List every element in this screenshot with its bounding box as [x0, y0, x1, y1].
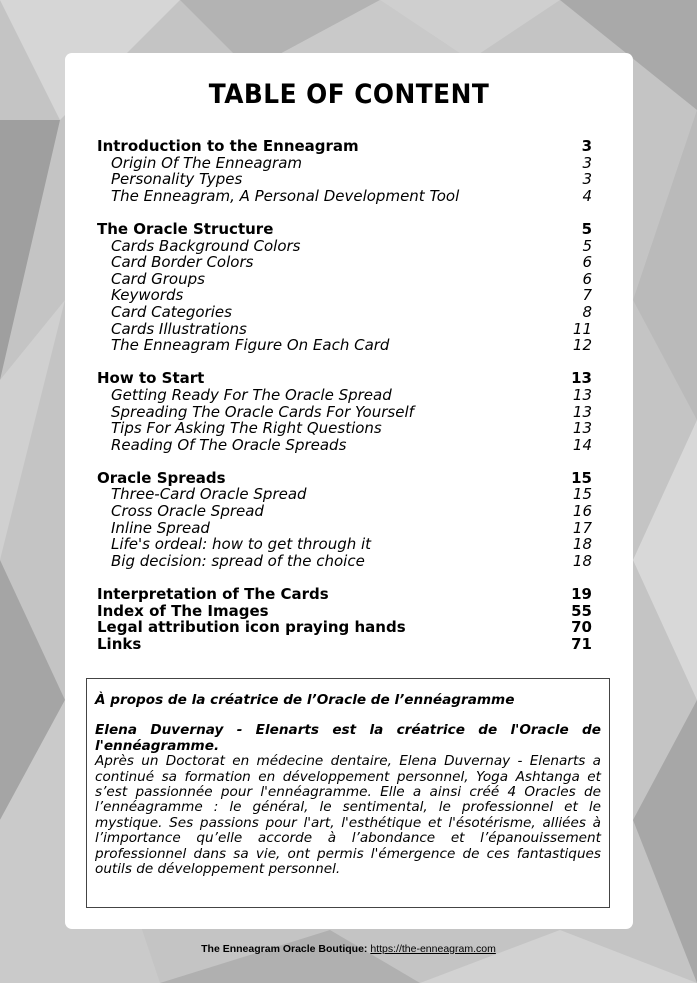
toc-entry-page: 18	[572, 535, 592, 554]
footer-label: The Enneagram Oracle Boutique:	[201, 943, 368, 955]
toc-entry[interactable]	[97, 437, 592, 454]
toc-heading[interactable]	[97, 636, 592, 653]
toc-entry-page: 13	[572, 385, 592, 404]
toc-entry-page: 13	[572, 402, 592, 421]
toc-heading-page: 71	[571, 634, 592, 653]
toc-entry-title: Cards Illustrations	[111, 319, 247, 338]
page-title: TABLE OF CONTENT	[208, 79, 490, 110]
toc-entry[interactable]	[97, 171, 592, 188]
about-creator-box	[86, 678, 610, 908]
toc-entry-title: Keywords	[111, 286, 184, 305]
toc-entry[interactable]	[97, 536, 592, 553]
toc-entry[interactable]	[97, 404, 592, 421]
toc-heading-title: Links	[97, 634, 142, 653]
toc-entry-title: Card Categories	[111, 302, 232, 321]
toc-entry-title: Origin Of The Enneagram	[111, 153, 303, 172]
toc-heading-title: Interpretation of The Cards	[97, 585, 329, 604]
toc-entry-title: The Enneagram, A Personal Development Tool	[111, 186, 460, 205]
toc-entry[interactable]	[97, 420, 592, 437]
toc-entry-page: 16	[572, 502, 592, 521]
footer-link[interactable]: https://the-enneagram.com	[370, 943, 496, 955]
toc-entry-page: 6	[582, 253, 592, 272]
toc-entry-page: 3	[582, 170, 592, 189]
toc-heading-title: The Oracle Structure	[97, 219, 274, 238]
toc-entry-page: 13	[572, 419, 592, 438]
toc-heading-title: Legal attribution icon praying hands	[97, 618, 406, 637]
toc-entry-title: The Enneagram Figure On Each Card	[111, 336, 390, 355]
toc-heading-page: 13	[571, 369, 592, 388]
toc-entry-page: 6	[582, 269, 592, 288]
toc-entry-page: 17	[572, 518, 592, 537]
toc-entry-title: Cards Background Colors	[111, 236, 301, 255]
toc-heading[interactable]	[97, 619, 592, 636]
toc-entry[interactable]	[97, 337, 592, 354]
toc-heading-title: How to Start	[97, 369, 205, 388]
toc-heading-title: Index of The Images	[97, 601, 269, 620]
toc-heading[interactable]	[97, 138, 592, 155]
toc-entry[interactable]	[97, 321, 592, 338]
toc-entry[interactable]	[97, 238, 592, 255]
toc-heading[interactable]	[97, 603, 592, 620]
toc-entry[interactable]	[97, 304, 592, 321]
table-of-contents	[97, 138, 592, 669]
toc-entry[interactable]	[97, 155, 592, 172]
toc-entry[interactable]	[97, 188, 592, 205]
toc-entry-page: 4	[582, 186, 592, 205]
toc-heading[interactable]	[97, 470, 592, 487]
toc-heading-page: 15	[571, 468, 592, 487]
toc-entry[interactable]	[97, 520, 592, 537]
toc-entry-title: Cross Oracle Spread	[111, 502, 264, 521]
toc-entry-title: Spreading The Oracle Cards For Yourself	[111, 402, 414, 421]
toc-entry-title: Inline Spread	[111, 518, 210, 537]
toc-entry-title: Big decision: spread of the choice	[111, 551, 365, 570]
toc-entry[interactable]	[97, 503, 592, 520]
toc-entry-page: 8	[582, 302, 592, 321]
toc-entry-page: 7	[582, 286, 592, 305]
toc-entry[interactable]	[97, 254, 592, 271]
footer	[0, 943, 697, 955]
toc-section-extra	[97, 586, 592, 652]
toc-heading[interactable]	[97, 370, 592, 387]
about-bio: Après un Doctorat en médecine dentaire, Elena Duvernay - Elenarts a continué sa formation en développement personnel, Yoga Ashtanga et s’est passionnée pour l'ennéagramme. Elle a ainsi créé 4 Oracles de l’ennéagramme : le général, le sentimental, le professionnel et le mystique. Ses passions pour l'art, l'esthétique et l'ésotérisme, alliées à l’importance qu’elle accorde à l’abondance et l’épanouissement professionnel dans sa vie, ont permis l'émergence de ces fantastiques outils de développement personnel.	[95, 753, 601, 878]
toc-entry[interactable]	[97, 387, 592, 404]
toc-entry-page: 3	[582, 153, 592, 172]
toc-heading-page: 55	[571, 601, 592, 620]
toc-entry-page: 5	[582, 236, 592, 255]
toc-entry-title: Reading Of The Oracle Spreads	[111, 435, 347, 454]
toc-entry-page: 14	[572, 435, 592, 454]
toc-heading-page: 3	[581, 137, 592, 155]
toc-entry-title: Card Groups	[111, 269, 205, 288]
toc-heading-title: Oracle Spreads	[97, 468, 226, 487]
about-heading: À propos de la créatrice de l’Oracle de l’ennéagramme	[95, 692, 515, 708]
toc-heading-page: 5	[581, 219, 592, 238]
toc-heading[interactable]	[97, 586, 592, 603]
toc-entry-title: Life's ordeal: how to get through it	[111, 535, 372, 554]
toc-entry-page: 18	[572, 551, 592, 570]
about-name-line: Elena Duvernay - Elenarts est la créatrice de l'Oracle de l'ennéagramme.	[95, 722, 601, 754]
toc-entry[interactable]	[97, 553, 592, 570]
toc-entry-title: Personality Types	[111, 170, 243, 189]
toc-section	[97, 470, 592, 570]
toc-entry-title: Getting Ready For The Oracle Spread	[111, 385, 392, 404]
toc-entry-page: 15	[572, 485, 592, 504]
toc-heading-page: 19	[571, 585, 592, 604]
toc-entry-page: 11	[572, 319, 592, 338]
toc-entry-page: 12	[572, 336, 592, 355]
toc-entry-title: Tips For Asking The Right Questions	[111, 419, 382, 438]
toc-entry[interactable]	[97, 271, 592, 288]
toc-entry-title: Three-Card Oracle Spread	[111, 485, 307, 504]
toc-entry[interactable]	[97, 486, 592, 503]
toc-entry[interactable]	[97, 287, 592, 304]
toc-heading-title: Introduction to the Enneagram	[97, 137, 359, 155]
toc-section	[97, 221, 592, 354]
toc-heading-page: 70	[571, 618, 592, 637]
toc-entry-title: Card Border Colors	[111, 253, 254, 272]
toc-heading[interactable]	[97, 221, 592, 238]
toc-section	[97, 138, 592, 204]
content-page	[65, 53, 633, 929]
toc-section	[97, 370, 592, 453]
